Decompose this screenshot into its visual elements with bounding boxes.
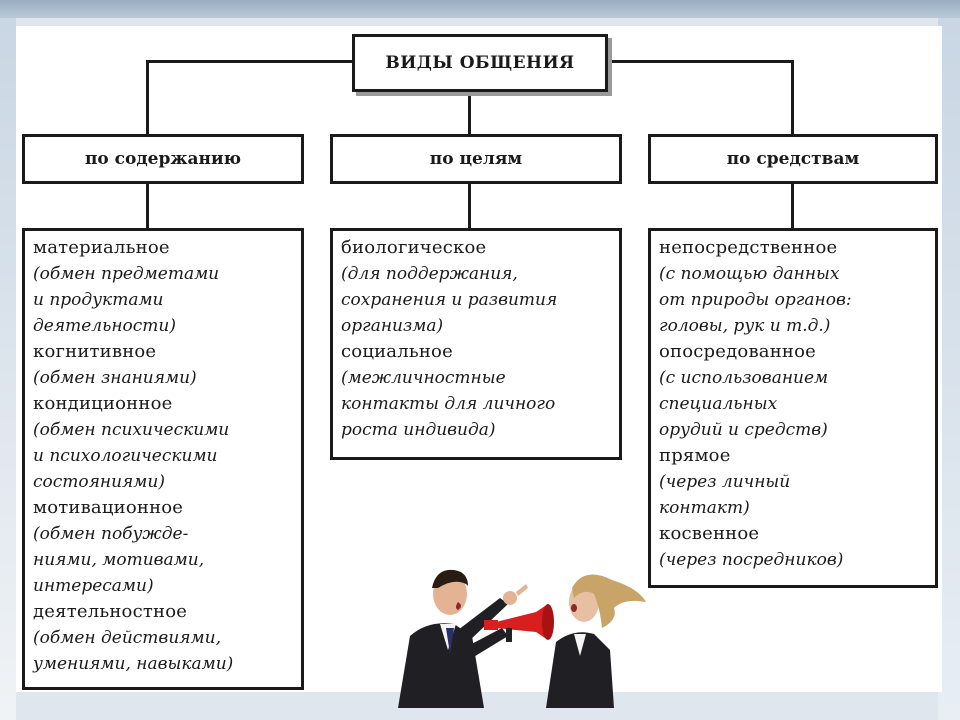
diagram-sheet xyxy=(16,26,942,692)
list-item-description: (обмен побужде- ниями, мотивами, интересами) xyxy=(33,524,205,596)
connector-cat1-list xyxy=(146,182,149,230)
list-item-description: (обмен знаниями) xyxy=(33,368,197,388)
woman-figure xyxy=(546,575,646,708)
connector-root-right xyxy=(608,60,794,63)
category-by-means xyxy=(648,134,938,184)
background-left-band xyxy=(0,18,16,720)
list-item-name: кондиционное xyxy=(33,393,173,414)
list-item-description: (межличностные контакты для личного роста индивида) xyxy=(341,368,556,440)
background-top-band xyxy=(0,0,960,18)
list-item-name: опосредованное xyxy=(659,341,816,362)
list-item-description: (через личный контакт) xyxy=(659,472,791,518)
root-node xyxy=(352,34,608,92)
list-item-name: прямое xyxy=(659,445,731,466)
connector-drop-right xyxy=(791,60,794,136)
root-title: ВИДЫ ОБЩЕНИЯ xyxy=(385,53,575,73)
connector-drop-left xyxy=(146,60,149,136)
list-item-name: социальное xyxy=(341,341,453,362)
list-item-name: косвенное xyxy=(659,523,760,544)
category-label: по содержанию xyxy=(84,149,242,169)
connector-cat2-list xyxy=(468,182,471,230)
list-item-description: (обмен действиями, умениями, навыками) xyxy=(33,628,234,674)
list-item-name: непосредственное xyxy=(659,237,838,258)
list-item-name: деятельностное xyxy=(33,601,188,622)
list-item-description: (с использованием специальных орудий и средств) xyxy=(659,368,829,440)
list-item-name: когнитивное xyxy=(33,341,157,362)
megaphone-argument-illustration xyxy=(388,558,650,708)
list-item-description: (обмен психическими и психологическими состояниями) xyxy=(33,420,230,492)
list-item-description: (с помощью данных от природы органов: головы, рук и т.д.) xyxy=(659,264,852,336)
category-by-content xyxy=(22,134,304,184)
list-item-description: (обмен предметами и продуктами деятельности) xyxy=(33,264,220,336)
list-item-name: биологическое xyxy=(341,237,487,258)
category-by-goals xyxy=(330,134,622,184)
list-item-name: мотивационное xyxy=(33,497,184,518)
connector-drop-center xyxy=(468,92,471,136)
list-by-means xyxy=(648,228,938,588)
list-item-description: (для поддержания, сохранения и развития организма) xyxy=(341,264,558,336)
list-item-name: материальное xyxy=(33,237,170,258)
list-item-description: (через посредников) xyxy=(659,550,844,570)
connector-cat3-list xyxy=(791,182,794,230)
connector-root-left xyxy=(146,60,352,63)
category-label: по средствам xyxy=(726,149,860,169)
list-by-content xyxy=(22,228,304,690)
category-label: по целям xyxy=(429,149,523,169)
list-by-goals xyxy=(330,228,622,460)
